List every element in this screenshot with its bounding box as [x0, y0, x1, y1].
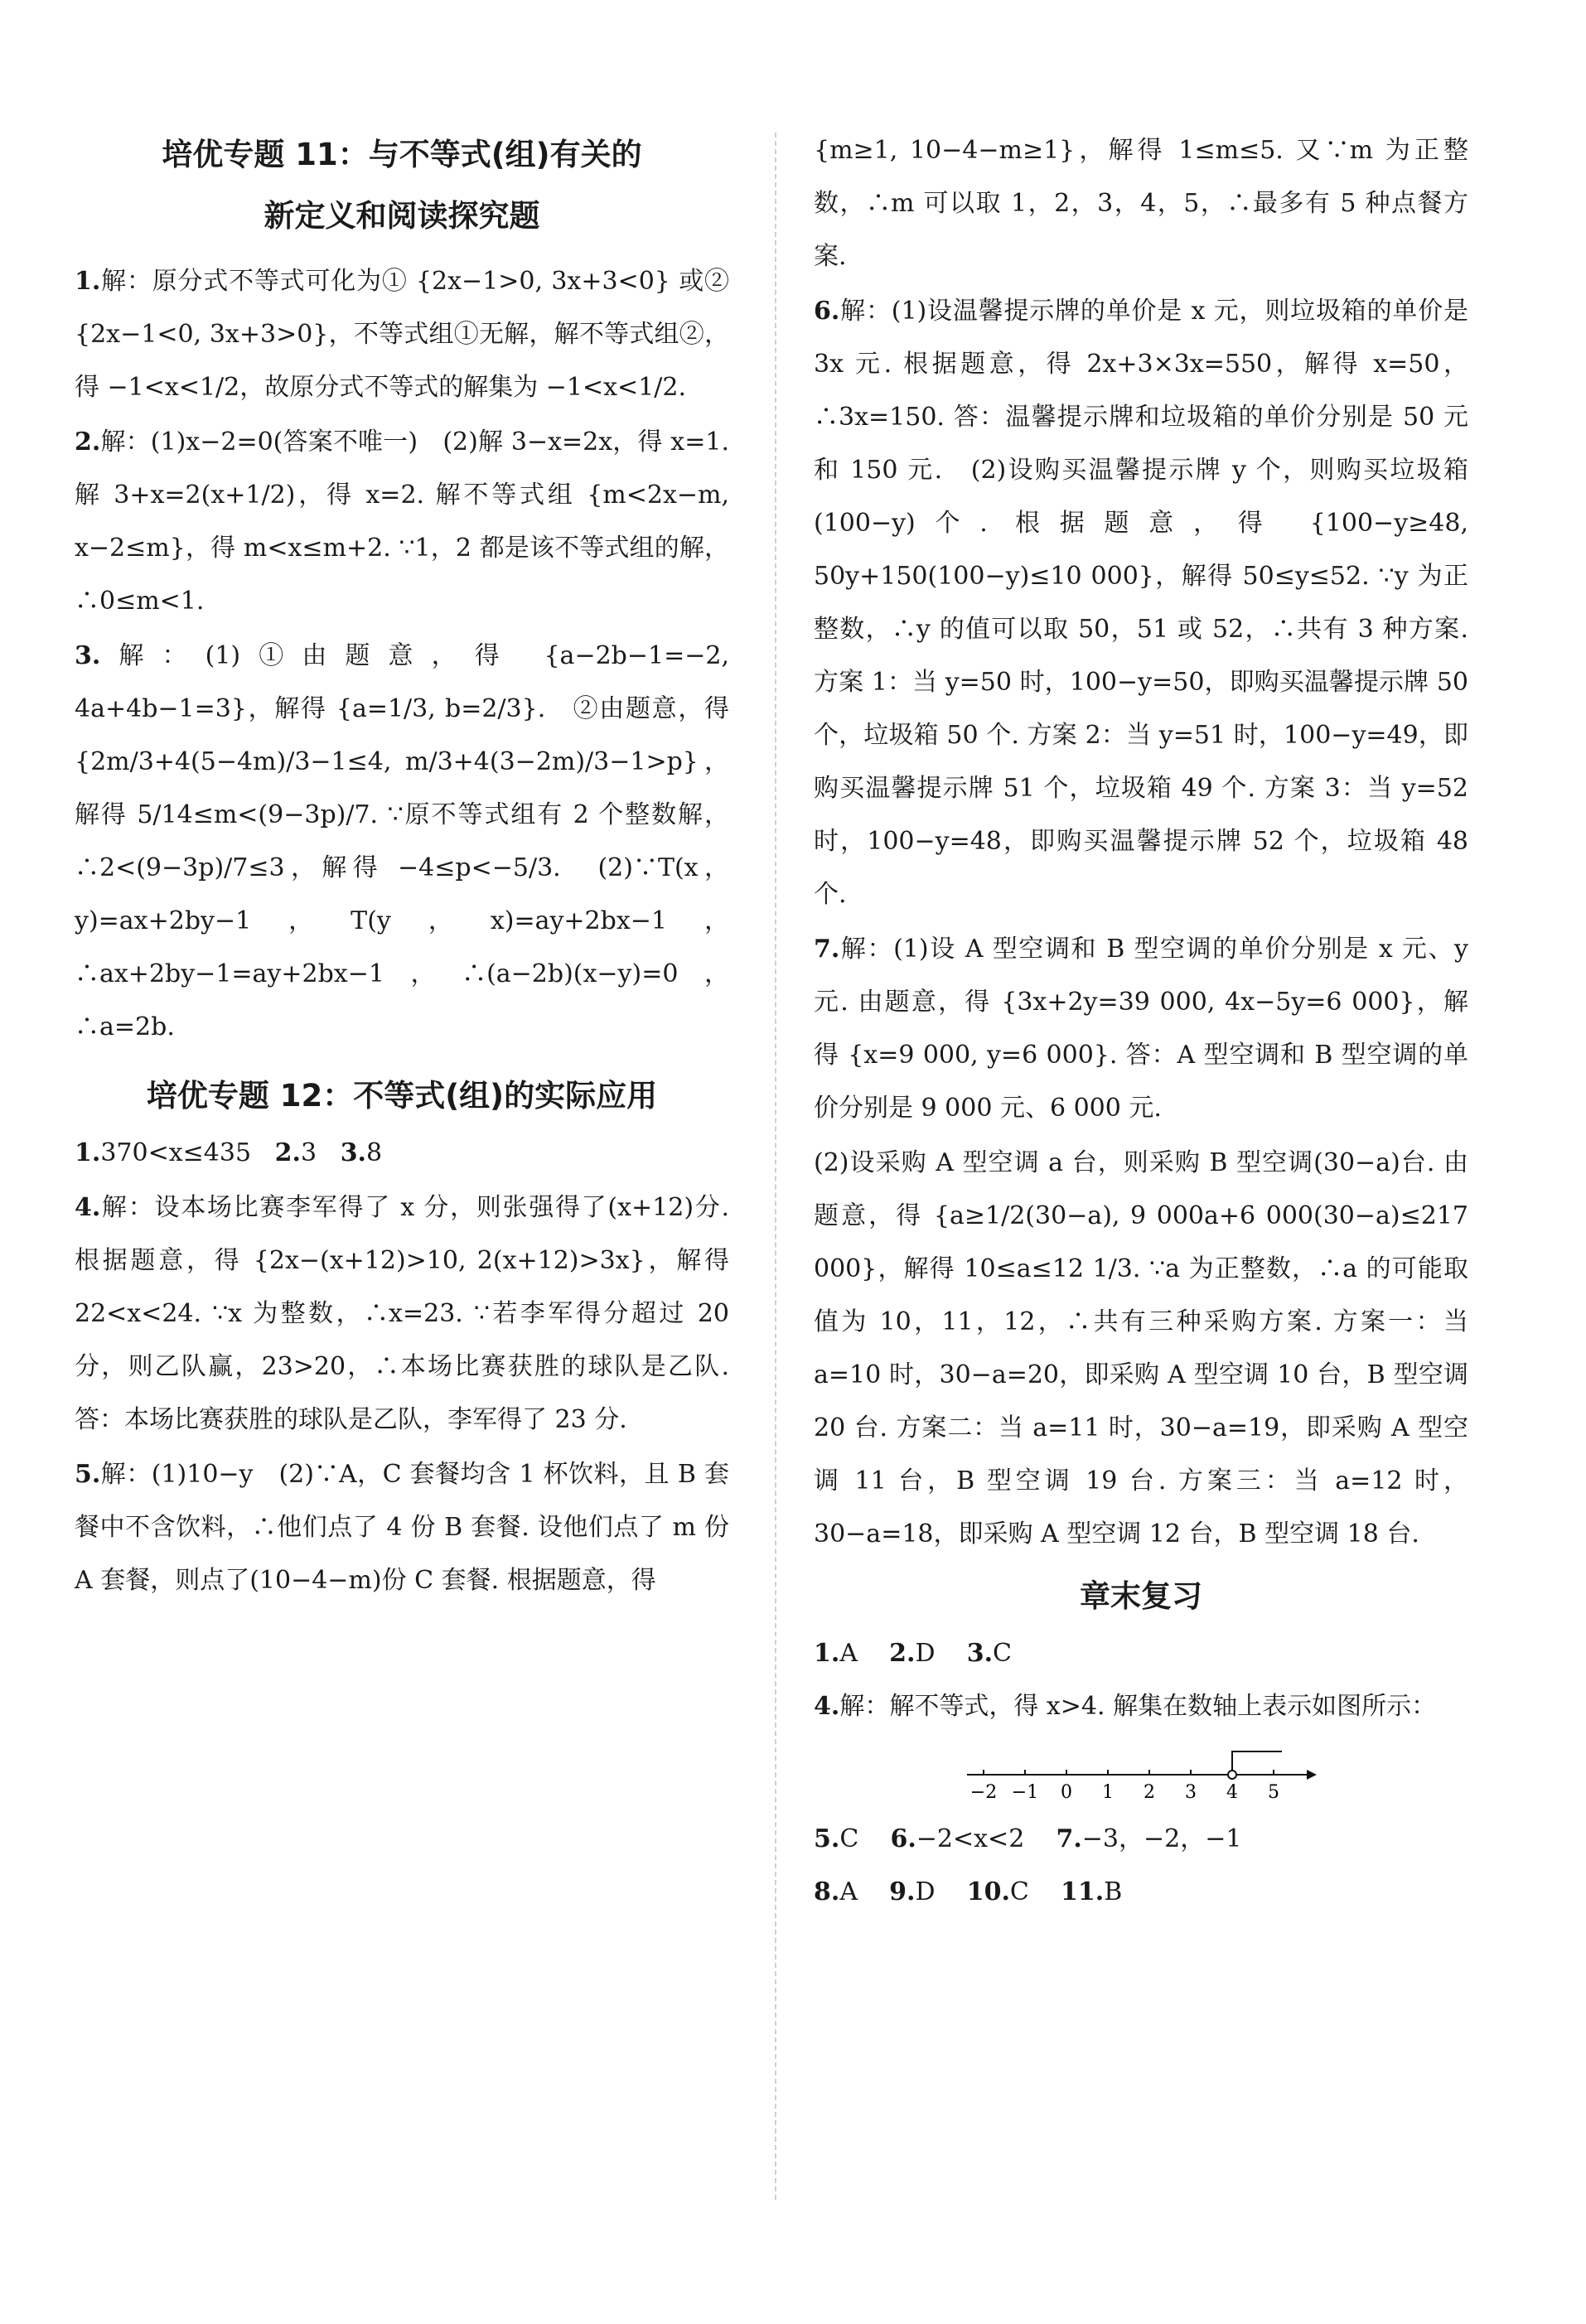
answer-text: 解：原分式不等式可化为① {2x−1>0, 3x+3<0} 或② {2x−1<0, 3x+3>0}，不等式组①无解，解不等式组②，得 −1<x<1/2，故原分式不等式的解集为 −1<x<1/2. [75, 267, 729, 402]
answer-number: 6. [814, 297, 840, 326]
tick-label: −1 [1011, 1782, 1039, 1803]
answer-12-6 [814, 285, 1468, 921]
answer-11-2 [75, 416, 729, 628]
answer-12-5-continued: {m≥1, 10−4−m≥1}，解得 1≤m≤5. 又∵m 为正整数，∴m 可以取 1，2，3，4，5，∴最多有 5 种点餐方案. [814, 136, 1468, 271]
title-11-line1: 培优专题 11：与不等式(组)有关的 [162, 137, 642, 172]
answer-text: B [1104, 1877, 1123, 1906]
review-answers-5-7 [814, 1813, 1468, 1866]
section-title-review: 章末复习 [1080, 1578, 1202, 1614]
answer-number: 1. [75, 1138, 101, 1167]
answer-number: 11. [1061, 1877, 1105, 1906]
answer-number: 1. [814, 1639, 840, 1668]
tick-label: 5 [1268, 1782, 1279, 1803]
answer-text: 370<x≤435 [100, 1138, 252, 1167]
answer-text: 解：解不等式，得 x>4. 解集在数轴上表示如图所示： [839, 1692, 1437, 1721]
answer-text: C [993, 1639, 1012, 1668]
review-answer-4 [814, 1680, 1468, 1733]
answer-number: 2. [274, 1138, 301, 1167]
answer-text: 解：(1)设温馨提示牌的单价是 x 元，则垃圾箱的单价是 3x 元. 根据题意，得 2x+3×3x=550，解得 x=50，∴3x=150. 答：温馨提示牌和垃圾箱的单价分别是 50 元和 150 元. (2)设购买温馨提示牌 y 个，则购买垃圾箱(100−y)个. 根据题意，得 {100−y≥48, 50y+150(100−y)≤10 000}，解得 50≤y≤52. ∵y 为正整数，∴y 的值可以取 50，51 或 52，∴共有 3 种方案. 方案 1：当 y=50 时，100−y=50，即购买温馨提示牌 50 个，垃圾箱 50 个. 方案 2：当 y=51 时，100−y=49，即购买温馨提示牌 51 个，垃圾箱 49 个. 方案 3：当 y=52 时，100−y=48，即购买温馨提示牌 52 个，垃圾箱 48 个. [814, 297, 1468, 909]
answer-number: 1. [75, 267, 101, 296]
answer-text: 8 [366, 1138, 383, 1167]
answer-text: 3 [300, 1138, 317, 1167]
answer-text: D [915, 1877, 936, 1906]
tick-label: 1 [1102, 1782, 1114, 1803]
tick-label: 4 [1226, 1782, 1238, 1803]
answer-number: 5. [75, 1460, 101, 1489]
answer-11-3 [75, 630, 729, 1054]
answer-number: 3. [75, 641, 101, 670]
answer-text: C [1009, 1877, 1029, 1906]
title-11-line2: 新定义和阅读探究题 [264, 198, 540, 234]
number-line [959, 1742, 1323, 1808]
answers-12-short [75, 1127, 729, 1180]
review-answers-1-3 [814, 1627, 1468, 1680]
answer-number: 2. [75, 428, 101, 457]
answer-number: 3. [340, 1138, 367, 1167]
section-title-12: 培优专题 12：不等式(组)的实际应用 [146, 1078, 658, 1114]
answer-number: 9. [889, 1877, 916, 1906]
answer-text: 解：设本场比赛李军得了 x 分，则张强得了(x+12)分. 根据题意，得 {2x−(x+12)>10, 2(x+12)>3x}，解得 22<x<24. ∵x 为整数，∴x=23. ∵若李军得分超过 20 分，则乙队赢，23>20，∴本场比赛获胜的球队是乙队. 答：本场比赛获胜的球队是乙队，李军得了 23 分. [75, 1193, 729, 1434]
answer-text: 解：(1)①由题意，得 {a−2b−1=−2, 4a+4b−1=3}，解得 {a=1/3, b=2/3}. ②由题意，得 {2m/3+4(5−4m)/3−1≤4, m/3+4(3−2m)/3−1>p}，解得 5/14≤m<(9−3p)/7. ∵原不等式组有 2 个整数解，∴2<(9−3p)/7≤3，解得 −4≤p<−5/3. (2)∵T(x，y)=ax+2by−1，T(y，x)=ay+2bx−1，∴ax+2by−1=ay+2bx−1，∴(a−2b)(x−y)=0，∴a=2b. [75, 641, 729, 1041]
answer-text: −3，−2，−1 [1081, 1824, 1242, 1853]
tick-label: 3 [1185, 1782, 1197, 1803]
answer-number: 3. [966, 1639, 994, 1668]
answer-text: −2<x<2 [916, 1824, 1025, 1853]
left-column [75, 124, 729, 1609]
answer-number: 4. [814, 1692, 840, 1721]
answer-number: 6. [890, 1824, 916, 1853]
tick-label: 2 [1144, 1782, 1155, 1803]
answer-text: 解：(1)设 A 型空调和 B 型空调的单价分别是 x 元、y 元. 由题意，得 {3x+2y=39 000, 4x−5y=6 000}，解得 {x=9 000, y=6 000}. 答：A 型空调和 B 型空调的单价分别是 9 000 元、6 000 元. [814, 935, 1468, 1123]
answer-text: 解：(1)10−y (2)∵A，C 套餐均含 1 杯饮料，且 B 套餐中不含饮料，∴他们点了 4 份 B 套餐. 设他们点了 m 份 A 套餐，则点了(10−4−m)份 C 套餐. 根据题意，得 [75, 1460, 729, 1595]
answer-text: A [839, 1877, 858, 1906]
section-title-11 [75, 124, 729, 247]
answer-text: A [839, 1639, 858, 1668]
review-answers-8-11 [814, 1866, 1468, 1919]
answer-12-7-part2: (2)设采购 A 型空调 a 台，则采购 B 型空调(30−a)台. 由题意，得 {a≥1/2(30−a), 9 000a+6 000(30−a)≤217 000}，解得 10≤a≤12 1/3. ∵a 为正整数，∴a 的可能取值为 10，11，12，∴共有三种采购方案. 方案一：当 a=10 时，30−a=20，即采购 A 型空调 10 台，B 型空调 20 台. 方案二：当 a=11 时，30−a=19，即采购 A 型空调 11 台，B 型空调 19 台. 方案三：当 a=12 时，30−a=18，即采购 A 型空调 12 台，B 型空调 18 台. [814, 1148, 1468, 1549]
answer-number: 4. [75, 1193, 101, 1222]
answer-11-1 [75, 255, 729, 414]
number-line-arrow [1307, 1770, 1317, 1780]
answer-12-5 [75, 1448, 729, 1607]
answer-12-7 [814, 923, 1468, 1135]
answer-text: D [915, 1639, 936, 1668]
answer-number: 2. [889, 1639, 916, 1668]
right-column [814, 124, 1468, 1919]
answer-number: 7. [1056, 1824, 1082, 1853]
answer-number: 7. [814, 935, 840, 964]
answer-12-4 [75, 1181, 729, 1447]
tick-label: −2 [969, 1782, 998, 1803]
answer-text: 解：(1)x−2=0(答案不唯一) (2)解 3−x=2x，得 x=1. 解 3+x=2(x+1/2)，得 x=2. 解不等式组 {m<2x−m, x−2≤m}，得 m<x≤m+2. ∵1，2 都是该不等式组的解，∴0≤m<1. [75, 428, 729, 616]
answer-text: C [839, 1824, 859, 1853]
answer-number: 8. [814, 1877, 840, 1906]
answer-number: 10. [966, 1877, 1010, 1906]
open-circle-endpoint [1228, 1771, 1236, 1779]
answer-number: 5. [814, 1824, 840, 1853]
column-divider [775, 133, 776, 2200]
tick-label: 0 [1061, 1782, 1072, 1803]
